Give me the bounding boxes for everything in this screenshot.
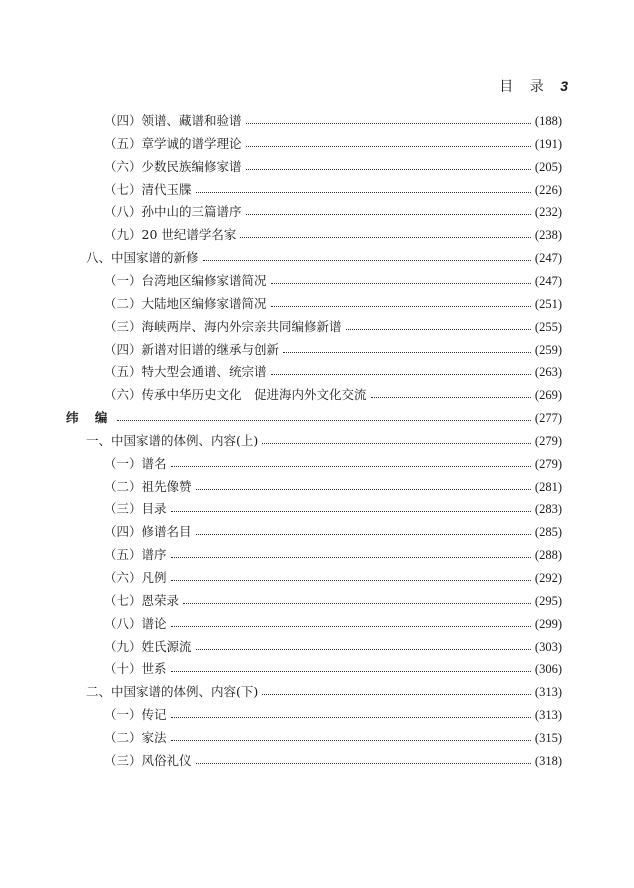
dot-leader bbox=[196, 649, 531, 650]
dot-leader bbox=[246, 146, 531, 147]
toc-entry[interactable] bbox=[104, 724, 562, 746]
toc-entry-page: (247) bbox=[534, 251, 562, 266]
toc-entry[interactable] bbox=[104, 290, 562, 312]
toc-entry-title: （七）清代玉牒 bbox=[104, 181, 192, 197]
toc-entry[interactable] bbox=[104, 267, 562, 289]
toc-entry[interactable] bbox=[86, 244, 562, 266]
toc-entry-title: （二）大陆地区编修家谱简况 bbox=[104, 295, 267, 311]
toc-entry[interactable] bbox=[104, 701, 562, 723]
toc-entry-page: (255) bbox=[534, 319, 562, 334]
toc-entry-title: （二）家法 bbox=[104, 729, 167, 745]
toc-entry-title: （三）海峡两岸、海内外宗亲共同编修新谱 bbox=[104, 318, 342, 334]
toc-entry-page: (247) bbox=[534, 273, 562, 288]
toc-entry-page: (303) bbox=[534, 639, 562, 654]
dot-leader bbox=[196, 192, 531, 193]
toc-entry[interactable] bbox=[104, 518, 562, 540]
toc-entry-page: (281) bbox=[534, 479, 562, 494]
toc-entry[interactable] bbox=[104, 381, 562, 403]
toc-entry-page: (269) bbox=[534, 388, 562, 403]
dot-leader bbox=[246, 123, 531, 124]
toc-entry[interactable] bbox=[104, 313, 562, 335]
dot-leader bbox=[171, 717, 531, 718]
toc-entry-title: （六）少数民族编修家谱 bbox=[104, 158, 242, 174]
toc-entry-title: （四）领谱、藏谱和验谱 bbox=[104, 113, 242, 128]
toc-entry-title: （三）目录 bbox=[104, 501, 167, 517]
page-number: 3 bbox=[560, 78, 568, 94]
toc-entry-page: (205) bbox=[534, 159, 562, 174]
toc-entry-page: (279) bbox=[534, 456, 562, 471]
toc-entry-page: (263) bbox=[534, 365, 562, 380]
toc-entry-page: (318) bbox=[534, 753, 562, 768]
toc-entry-title: （五）特大型会通谱、统宗谱 bbox=[104, 364, 267, 380]
toc-entry[interactable] bbox=[104, 495, 562, 517]
dot-leader bbox=[271, 283, 531, 284]
toc-entry[interactable] bbox=[104, 221, 562, 243]
running-title: 目 录 bbox=[499, 79, 550, 95]
toc-entry-page: (279) bbox=[534, 433, 562, 448]
toc-entry-title: （九）姓氏源流 bbox=[104, 638, 192, 654]
toc-entry[interactable] bbox=[104, 564, 562, 586]
dot-leader bbox=[271, 374, 531, 375]
toc-entry-title: （八）孙中山的三篇谱序 bbox=[104, 204, 242, 220]
dot-leader bbox=[346, 329, 531, 330]
toc-entry[interactable] bbox=[86, 427, 562, 449]
dot-leader bbox=[171, 580, 531, 581]
toc-entry[interactable] bbox=[104, 336, 562, 358]
dot-leader bbox=[171, 557, 531, 558]
dot-leader bbox=[240, 237, 531, 238]
toc-entry-page: (259) bbox=[534, 342, 562, 357]
toc-entry-title: （六）传承中华历史文化 促进海内外文化交流 bbox=[104, 387, 367, 403]
toc-entry[interactable] bbox=[104, 473, 562, 495]
dot-leader bbox=[196, 534, 531, 535]
toc-entry[interactable] bbox=[86, 678, 562, 700]
dot-leader bbox=[171, 740, 531, 741]
toc-entry-page: (188) bbox=[534, 114, 562, 128]
dot-leader bbox=[271, 306, 531, 307]
page-header bbox=[499, 76, 568, 96]
toc-entry-page: (251) bbox=[534, 296, 562, 311]
toc-entry[interactable] bbox=[104, 655, 562, 677]
dot-leader bbox=[262, 694, 531, 695]
toc-entry-page: (306) bbox=[534, 662, 562, 677]
toc-entry-page: (232) bbox=[534, 205, 562, 220]
toc-entry-title: （七）恩荣录 bbox=[104, 592, 180, 608]
toc-entry-title: （十）世系 bbox=[104, 661, 167, 677]
toc-entry-title: （一）台湾地区编修家谱简况 bbox=[104, 272, 267, 288]
dot-leader bbox=[246, 169, 531, 170]
toc-entry[interactable] bbox=[104, 747, 562, 769]
toc-entry[interactable] bbox=[104, 450, 562, 472]
toc-entry-title: （四）修谱名目 bbox=[104, 524, 192, 540]
toc-entry-title: （一）谱名 bbox=[104, 455, 167, 471]
toc-entry-page: (277) bbox=[534, 411, 562, 426]
dot-leader bbox=[371, 397, 531, 398]
toc-entry-page: (283) bbox=[534, 502, 562, 517]
toc-entry-page: (226) bbox=[534, 182, 562, 197]
dot-leader bbox=[203, 260, 531, 261]
toc-entry-page: (285) bbox=[534, 525, 562, 540]
toc-entry-title: 纬 编 bbox=[66, 410, 114, 426]
dot-leader bbox=[171, 466, 531, 467]
toc-entry-title: （五）章学诚的谱学理论 bbox=[104, 135, 242, 151]
toc-entry[interactable] bbox=[104, 198, 562, 220]
dot-leader bbox=[196, 763, 531, 764]
toc-entry[interactable] bbox=[104, 130, 562, 152]
toc-entry[interactable] bbox=[104, 541, 562, 563]
toc-entry[interactable] bbox=[104, 610, 562, 632]
toc-entry-title: （三）风俗礼仪 bbox=[104, 752, 192, 768]
toc-entry-title: （八）谱论 bbox=[104, 615, 167, 631]
dot-leader bbox=[196, 489, 531, 490]
dot-leader bbox=[283, 352, 531, 353]
toc-entry[interactable] bbox=[104, 358, 562, 380]
dot-leader bbox=[262, 443, 531, 444]
toc-entry-title: 一、中国家谱的体例、内容(上) bbox=[86, 432, 259, 448]
toc-entry-page: (313) bbox=[534, 685, 562, 700]
dot-leader bbox=[183, 603, 531, 604]
toc-entry-title: 二、中国家谱的体例、内容(下) bbox=[86, 684, 259, 700]
toc-entry-page: (313) bbox=[534, 708, 562, 723]
toc-entry-title: （九）20 世纪谱学名家 bbox=[104, 227, 237, 243]
toc-entry-page: (292) bbox=[534, 571, 562, 585]
dot-leader bbox=[117, 420, 531, 421]
toc-entry-page: (315) bbox=[534, 730, 562, 745]
toc-entry[interactable] bbox=[66, 404, 562, 426]
dot-leader bbox=[171, 511, 531, 512]
toc-entry[interactable] bbox=[104, 107, 562, 129]
toc-entry-page: (238) bbox=[534, 228, 562, 243]
toc-entry-title: （二）祖先像赞 bbox=[104, 478, 192, 494]
toc-entry[interactable] bbox=[104, 587, 562, 609]
toc-entry-title: （五）谱序 bbox=[104, 547, 167, 563]
toc-entry[interactable] bbox=[104, 633, 562, 655]
toc-entry-page: (191) bbox=[534, 136, 562, 151]
toc-entry-title: （六）凡例 bbox=[104, 570, 167, 585]
toc-entry-page: (288) bbox=[534, 548, 562, 563]
toc-entry-page: (295) bbox=[534, 593, 562, 608]
dot-leader bbox=[246, 214, 531, 215]
dot-leader bbox=[171, 671, 531, 672]
toc-entry-title: （四）新谱对旧谱的继承与创新 bbox=[104, 341, 280, 357]
toc-entry[interactable] bbox=[104, 153, 562, 175]
toc-entry-title: 八、中国家谱的新修 bbox=[86, 250, 199, 266]
toc-entry-page: (299) bbox=[534, 616, 562, 631]
dot-leader bbox=[171, 626, 531, 627]
toc-entry[interactable] bbox=[104, 176, 562, 198]
toc-entry-title: （一）传记 bbox=[104, 707, 167, 723]
